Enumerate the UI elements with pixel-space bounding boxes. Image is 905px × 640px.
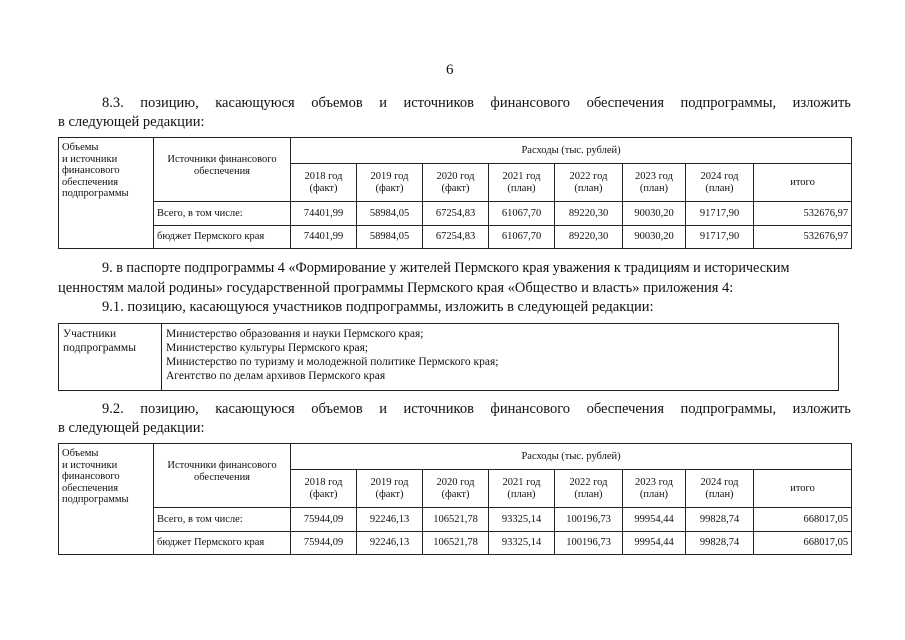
cell-value: 93325,14 (489, 532, 555, 555)
year-header: 2018 год (факт) (291, 470, 357, 508)
participants-list (162, 324, 839, 391)
expenses-header: Расходы (тыс. рублей) (291, 444, 852, 470)
word: позицию, (140, 401, 199, 417)
cell-value: 90030,20 (623, 226, 686, 249)
sources-header: Источники финансового обеспечения (154, 444, 291, 508)
list-item: Министерство культуры Пермского края; (166, 342, 369, 354)
year-header: 2019 год (факт) (357, 470, 423, 508)
cell-value: 93325,14 (489, 508, 555, 532)
cell-value: 91717,90 (686, 226, 754, 249)
cell-value: 668017,05 (754, 532, 852, 555)
word: 8.3. (102, 95, 124, 111)
section-9-line-1: 9. в паспорте подпрограммы 4 «Формирование у жителей Пермского края уважения к традициям и историческим (102, 260, 790, 276)
year-header: 2023 год (план) (623, 470, 686, 508)
page-number: 6 (446, 62, 454, 78)
table-row (59, 202, 852, 226)
word: изложить (792, 401, 851, 417)
cell-value: 99954,44 (623, 532, 686, 555)
year-header: 2022 год (план) (555, 164, 623, 202)
word: и (379, 401, 387, 417)
section-9-2-line-2: в следующей редакции: (58, 420, 205, 436)
cell-value: 106521,78 (423, 532, 489, 555)
list-item: Министерство образования и науки Пермского края; (166, 328, 424, 340)
cell-value: 100196,73 (555, 532, 623, 555)
financing-table-1 (58, 137, 852, 249)
word: подпрограммы, (680, 95, 777, 111)
year-header: 2020 год (факт) (423, 470, 489, 508)
section-8-3-line-1 (102, 94, 851, 113)
row-label: Всего, в том числе: (154, 508, 291, 532)
cell-value: 90030,20 (623, 202, 686, 226)
cell-value: 74401,99 (291, 202, 357, 226)
row-label: бюджет Пермского края (154, 226, 291, 249)
word: подпрограммы, (680, 401, 777, 417)
section-8-3-line-2: в следующей редакции: (58, 114, 205, 130)
participants-table (58, 323, 839, 391)
list-item: Министерство по туризму и молодежной политике Пермского края; (166, 356, 499, 368)
word: объемов (311, 401, 363, 417)
word: касающуюся (215, 95, 295, 111)
word: 9.2. (102, 401, 124, 417)
year-header: 2021 год (план) (489, 470, 555, 508)
cell-value: 668017,05 (754, 508, 852, 532)
year-header: 2021 год (план) (489, 164, 555, 202)
sources-header: Источники финансового обеспечения (154, 138, 291, 202)
year-header: 2019 год (факт) (357, 164, 423, 202)
cell-value: 67254,83 (423, 202, 489, 226)
cell-value: 74401,99 (291, 226, 357, 249)
word: и (379, 95, 387, 111)
section-9-2-line-1 (102, 400, 851, 419)
table-row (59, 226, 852, 249)
cell-value: 67254,83 (423, 226, 489, 249)
section-9-line-2: ценностям малой родины» государственной программы Пермского края «Общество и власть» приложения 4: (58, 280, 734, 296)
cell-value: 99828,74 (686, 508, 754, 532)
year-header: 2023 год (план) (623, 164, 686, 202)
section-9-1-line: 9.1. позицию, касающуюся участников подпрограммы, изложить в следующей редакции: (102, 299, 654, 315)
cell-value: 58984,05 (357, 202, 423, 226)
word: позицию, (140, 95, 199, 111)
volumes-header: Объемы и источники финансового обеспечения подпрограммы (59, 444, 154, 555)
table-row (59, 508, 852, 532)
total-header: итого (754, 164, 852, 202)
cell-value: 99828,74 (686, 532, 754, 555)
cell-value: 75944,09 (291, 532, 357, 555)
word: источников (403, 401, 474, 417)
word: касающуюся (215, 401, 295, 417)
cell-value: 532676,97 (754, 226, 852, 249)
row-label: бюджет Пермского края (154, 532, 291, 555)
year-header: 2018 год (факт) (291, 164, 357, 202)
cell-value: 92246,13 (357, 508, 423, 532)
word: финансового (490, 401, 571, 417)
cell-value: 61067,70 (489, 226, 555, 249)
year-header: 2024 год (план) (686, 470, 754, 508)
list-item: Агентство по делам архивов Пермского края (166, 370, 386, 382)
cell-value: 91717,90 (686, 202, 754, 226)
word: изложить (792, 95, 851, 111)
word: обеспечения (586, 401, 664, 417)
year-header: 2020 год (факт) (423, 164, 489, 202)
year-header: 2024 год (план) (686, 164, 754, 202)
volumes-header: Объемы и источники финансового обеспечения подпрограммы (59, 138, 154, 249)
cell-value: 58984,05 (357, 226, 423, 249)
expenses-header: Расходы (тыс. рублей) (291, 138, 852, 164)
cell-value: 61067,70 (489, 202, 555, 226)
cell-value: 100196,73 (555, 508, 623, 532)
cell-value: 89220,30 (555, 226, 623, 249)
year-header: 2022 год (план) (555, 470, 623, 508)
cell-value: 75944,09 (291, 508, 357, 532)
cell-value: 532676,97 (754, 202, 852, 226)
cell-value: 106521,78 (423, 508, 489, 532)
table-row (59, 532, 852, 555)
cell-value: 92246,13 (357, 532, 423, 555)
word: финансового (490, 95, 571, 111)
participants-label: Участники подпрограммы (59, 324, 162, 391)
row-label: Всего, в том числе: (154, 202, 291, 226)
cell-value: 99954,44 (623, 508, 686, 532)
word: источников (403, 95, 474, 111)
total-header: итого (754, 470, 852, 508)
word: обеспечения (586, 95, 664, 111)
word: объемов (311, 95, 363, 111)
cell-value: 89220,30 (555, 202, 623, 226)
financing-table-2 (58, 443, 852, 555)
